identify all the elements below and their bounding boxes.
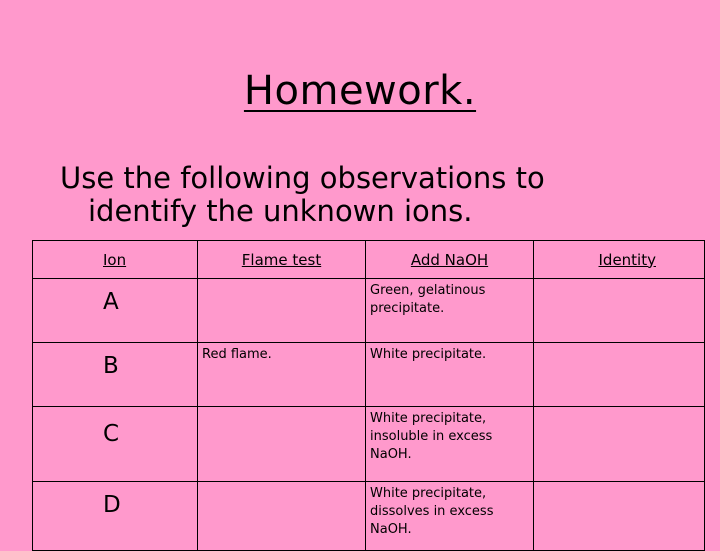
header-identity: Identity [534,241,705,279]
identity-cell [534,343,705,407]
table-header-row [33,241,705,279]
table-row [33,482,705,551]
flame-test-cell: Red flame. [198,343,366,407]
ion-cell: C [33,407,198,482]
flame-test-cell [198,407,366,482]
observations-table [32,240,705,551]
add-naoh-cell: Green, gelatinous precipitate. [366,279,534,343]
add-naoh-cell: White precipitate, dissolves in excess NaOH. [366,482,534,551]
table-row [33,407,705,482]
slide-intro-text: Use the following observations to identify the unknown ions. [60,161,545,228]
flame-test-cell [198,482,366,551]
identity-cell [534,407,705,482]
table-row [33,343,705,407]
header-ion: Ion [33,241,198,279]
flame-test-cell [198,279,366,343]
table-row [33,279,705,343]
ion-cell: D [33,482,198,551]
identity-cell [534,279,705,343]
add-naoh-cell: White precipitate. [366,343,534,407]
ion-cell: A [33,279,198,343]
header-flame-test: Flame test [198,241,366,279]
add-naoh-cell: White precipitate, insoluble in excess NaOH. [366,407,534,482]
identity-cell [534,482,705,551]
ion-cell: B [33,343,198,407]
slide-title: Homework. [243,68,477,114]
header-add-naoh: Add NaOH [366,241,534,279]
